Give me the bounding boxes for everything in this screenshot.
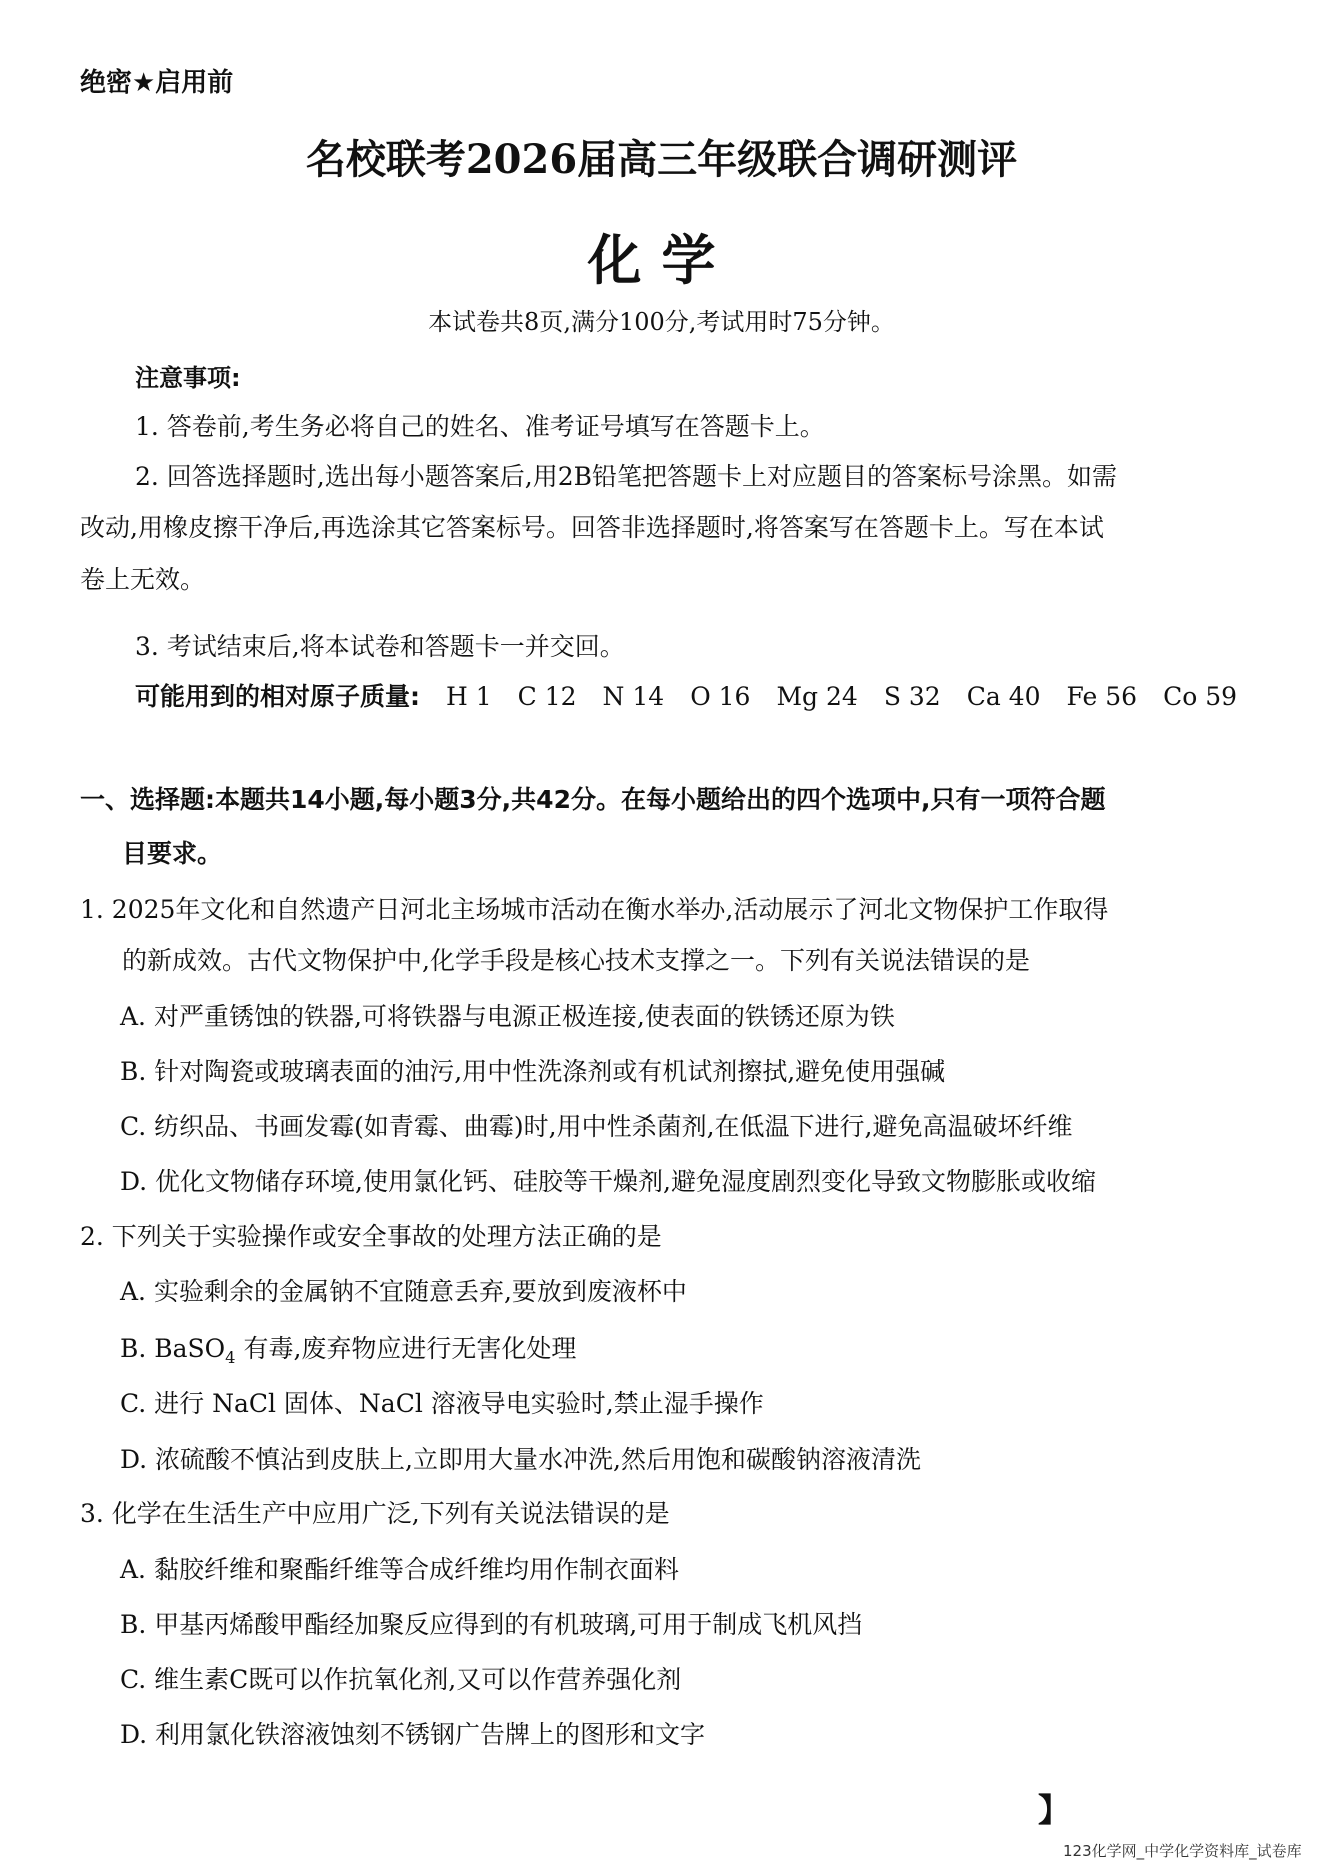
question-2-option-d: D. 浓硫酸不慎沾到皮肤上,立即用大量水冲洗,然后用饱和碳酸钠溶液清洗 <box>120 1445 921 1474</box>
question-1-stem-line-1: 1. 2025年文化和自然遗产日河北主场城市活动在衡水举办,活动展示了河北文物保护工作取得 <box>80 895 1109 924</box>
question-2-option-b <box>120 1332 576 1375</box>
atomic-masses-label: 可能用到的相对原子质量: <box>135 682 420 711</box>
atomic-mass-mg: Mg 24 <box>776 682 858 711</box>
exam-info: 本试卷共8页,满分100分,考试用时75分钟。 <box>428 308 895 336</box>
subject-title: 化学 <box>587 228 736 292</box>
atomic-mass-co: Co 59 <box>1163 682 1238 711</box>
notice-item-2-line-1: 2. 回答选择题时,选出每小题答案后,用2B铅笔把答题卡上对应题目的答案标号涂黑。如需 <box>135 462 1117 491</box>
atomic-mass-n: N 14 <box>602 682 665 711</box>
question-1-option-c: C. 纺织品、书画发霉(如青霉、曲霉)时,用中性杀菌剂,在低温下进行,避免高温破坏纤维 <box>120 1112 1073 1141</box>
atomic-mass-s: S 32 <box>883 682 941 711</box>
question-3-stem: 3. 化学在生活生产中应用广泛,下列有关说法错误的是 <box>80 1499 670 1528</box>
watermark-text: 123化学网_中学化学资料库_试卷库 <box>1063 1842 1302 1860</box>
question-1-option-d: D. 优化文物储存环境,使用氯化钙、硅胶等干燥剂,避免湿度剧烈变化导致文物膨胀或收缩 <box>120 1167 1096 1196</box>
notice-heading: 注意事项: <box>135 364 241 392</box>
atomic-mass-c: C 12 <box>517 682 577 711</box>
question-2-option-b-text: 有毒,废弃物应进行无害化处理 <box>235 1334 577 1363</box>
question-3-option-b: B. 甲基丙烯酸甲酯经加聚反应得到的有机玻璃,可用于制成飞机风挡 <box>120 1610 863 1639</box>
question-3-option-c: C. 维生素C既可以作抗氧化剂,又可以作营养强化剂 <box>120 1665 682 1694</box>
question-2-option-c: C. 进行 NaCl 固体、NaCl 溶液导电实验时,禁止湿手操作 <box>120 1389 764 1418</box>
notice-item-3: 3. 考试结束后,将本试卷和答题卡一并交回。 <box>135 632 625 661</box>
atomic-mass-h: H 1 <box>446 682 492 711</box>
atomic-masses <box>135 680 1237 714</box>
atomic-mass-o: O 16 <box>690 682 751 711</box>
question-1-option-a: A. 对严重锈蚀的铁器,可将铁器与电源正极连接,使表面的铁锈还原为铁 <box>120 1002 895 1031</box>
section-1-heading-line-2: 目要求。 <box>122 839 223 868</box>
page-end-mark: 】 <box>1038 1791 1071 1829</box>
notice-item-2-line-2: 改动,用橡皮擦干净后,再选涂其它答案标号。回答非选择题时,将答案写在答题卡上。写在本试 <box>80 513 1104 542</box>
question-3-option-a: A. 黏胶纤维和聚酯纤维等合成纤维均用作制衣面料 <box>120 1555 679 1584</box>
question-1-stem-line-2: 的新成效。古代文物保护中,化学手段是核心技术支撑之一。下列有关说法错误的是 <box>122 946 1030 975</box>
section-1-heading-line-1: 一、选择题:本题共14小题,每小题3分,共42分。在每小题给出的四个选项中,只有一项符合题 <box>80 785 1106 814</box>
confidential-label: 绝密★启用前 <box>80 68 234 98</box>
notice-item-1: 1. 答卷前,考生务必将自己的姓名、准考证号填写在答题卡上。 <box>135 412 825 441</box>
atomic-mass-ca: Ca 40 <box>966 682 1041 711</box>
question-2-option-b-subscript: 4 <box>225 1348 236 1367</box>
question-2-option-a: A. 实验剩余的金属钠不宜随意丢弃,要放到废液杯中 <box>120 1277 687 1306</box>
atomic-mass-fe: Fe 56 <box>1066 682 1138 711</box>
question-1-option-b: B. 针对陶瓷或玻璃表面的油污,用中性洗涤剂或有机试剂擦拭,避免使用强碱 <box>120 1057 946 1086</box>
question-2-stem: 2. 下列关于实验操作或安全事故的处理方法正确的是 <box>80 1222 662 1251</box>
question-2-option-b-prefix: B. BaSO <box>120 1334 226 1363</box>
exam-title: 名校联考2026届高三年级联合调研测评 <box>305 136 1018 183</box>
notice-item-2-line-3: 卷上无效。 <box>80 565 206 594</box>
question-3-option-d: D. 利用氯化铁溶液蚀刻不锈钢广告牌上的图形和文字 <box>120 1720 706 1749</box>
